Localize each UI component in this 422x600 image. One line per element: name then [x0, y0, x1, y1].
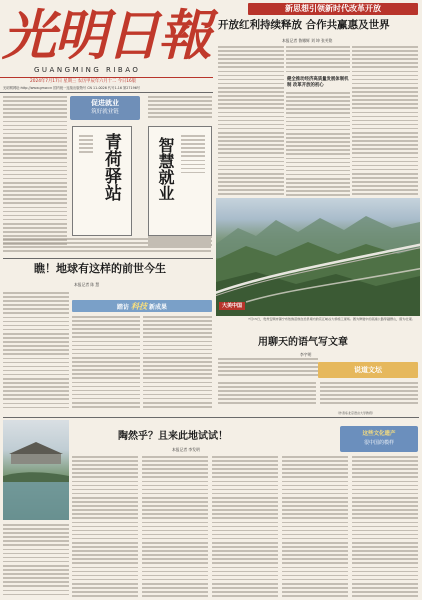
vertical-title-right-note	[181, 135, 205, 225]
masthead-site-line: 光明网网址:http://www.gmw.cn 国内统一连续出版物号 CN 11-0026 代号1-16 第27196号	[3, 86, 141, 90]
column-tag-box	[70, 96, 140, 120]
lead-body-col-2	[286, 46, 350, 74]
feature-body-col-1	[3, 524, 69, 598]
feature-photo	[3, 420, 69, 520]
article2-tag-suffix: 新成果	[149, 303, 168, 311]
masthead-logo: 光明日報	[2, 3, 210, 67]
article2-body-col-2	[72, 316, 140, 412]
lead-body-col-2b	[286, 92, 350, 196]
feature-tag-line2: 很中国的模样	[363, 440, 394, 446]
feature-headline: 陶然乎？且来此地试试！	[118, 431, 228, 442]
left-body-col	[3, 96, 67, 246]
article2-headline: 瞧！地球有这样的前世今生	[34, 262, 166, 275]
lead-headline: 开放红利持续释放 合作共赢惠及世界	[218, 19, 390, 31]
essay-signoff: （作者系北京语言大学教授）	[336, 411, 376, 415]
masthead-rule-2	[0, 92, 213, 93]
lead-byline: 本报记者 鲁娜辉 刘 坤 张芙铭	[282, 38, 333, 43]
masthead-rule	[0, 77, 213, 78]
essay-body-col-1	[218, 358, 318, 380]
essay-tag-text: 说道文坛	[354, 366, 382, 374]
lead-subhead: 健全推动经济高质量发展体制机制 改革开放的初心	[287, 77, 349, 88]
masthead-pinyin: GUANGMING RIBAO	[34, 66, 141, 74]
article2-tag-prefix: 踏访	[116, 303, 129, 311]
lead-body-col-1	[218, 46, 284, 196]
center-body-col-2	[148, 236, 212, 250]
essay-tag	[318, 362, 418, 378]
vertical-title-left: 青荷驿站	[101, 133, 121, 201]
essay-body-col-2	[218, 382, 316, 410]
feature-body-col-4	[212, 456, 278, 598]
feature-tag	[340, 426, 418, 452]
feature-body-col-2	[72, 456, 138, 598]
essay-headline: 用聊天的语气写文章	[258, 337, 348, 348]
landscape-photo	[216, 198, 420, 316]
column-tag-line2: 筑好就业链	[91, 109, 119, 115]
landscape-photo-art	[216, 198, 420, 316]
feature-byline: 本报记者 李发明	[172, 447, 200, 452]
masthead-date-line: 2024年7月17日 星期三 农历甲辰年六月十二 今日16版	[30, 79, 137, 84]
feature-rule	[3, 417, 419, 418]
feature-body-col-6	[352, 456, 418, 598]
feature-photo-art	[3, 420, 69, 520]
top-banner	[248, 3, 418, 15]
vertical-title-box-right	[148, 126, 212, 236]
center-body-col	[148, 96, 212, 122]
mid-body-col	[134, 96, 146, 236]
feature-tag-line1: 这些文化遗产	[362, 431, 396, 437]
vertical-title-right: 智慧就业	[156, 137, 175, 201]
column-tag-line1: 促进就业	[91, 99, 119, 107]
feature-body-col-5	[282, 456, 348, 598]
article2-tag	[72, 300, 212, 312]
lead-body-col-3	[352, 46, 418, 196]
photo-tag: 大美中国	[219, 302, 245, 310]
photo-caption: 7月15日，贵州安顺市镇宁布依族苗族自治县境内的花江峡谷大桥施工现场。图为修建中的高速公路穿越群山，蔚为壮观。	[248, 317, 415, 321]
article2-tag-highlight: 科技	[131, 301, 147, 311]
article2-rule	[3, 258, 213, 259]
article2-body-col-1	[3, 292, 69, 412]
essay-byline: 李宇明	[300, 352, 312, 357]
essay-body-col-3	[320, 382, 418, 410]
vertical-title-left-note	[79, 135, 93, 225]
feature-body-col-3	[142, 456, 208, 598]
vertical-title-box-left	[72, 126, 132, 236]
article2-body-col-3	[143, 316, 212, 412]
article2-byline: 本报记者 陈 慧	[74, 282, 100, 287]
top-banner-text: 新思想引领新时代改革开放	[285, 4, 381, 13]
